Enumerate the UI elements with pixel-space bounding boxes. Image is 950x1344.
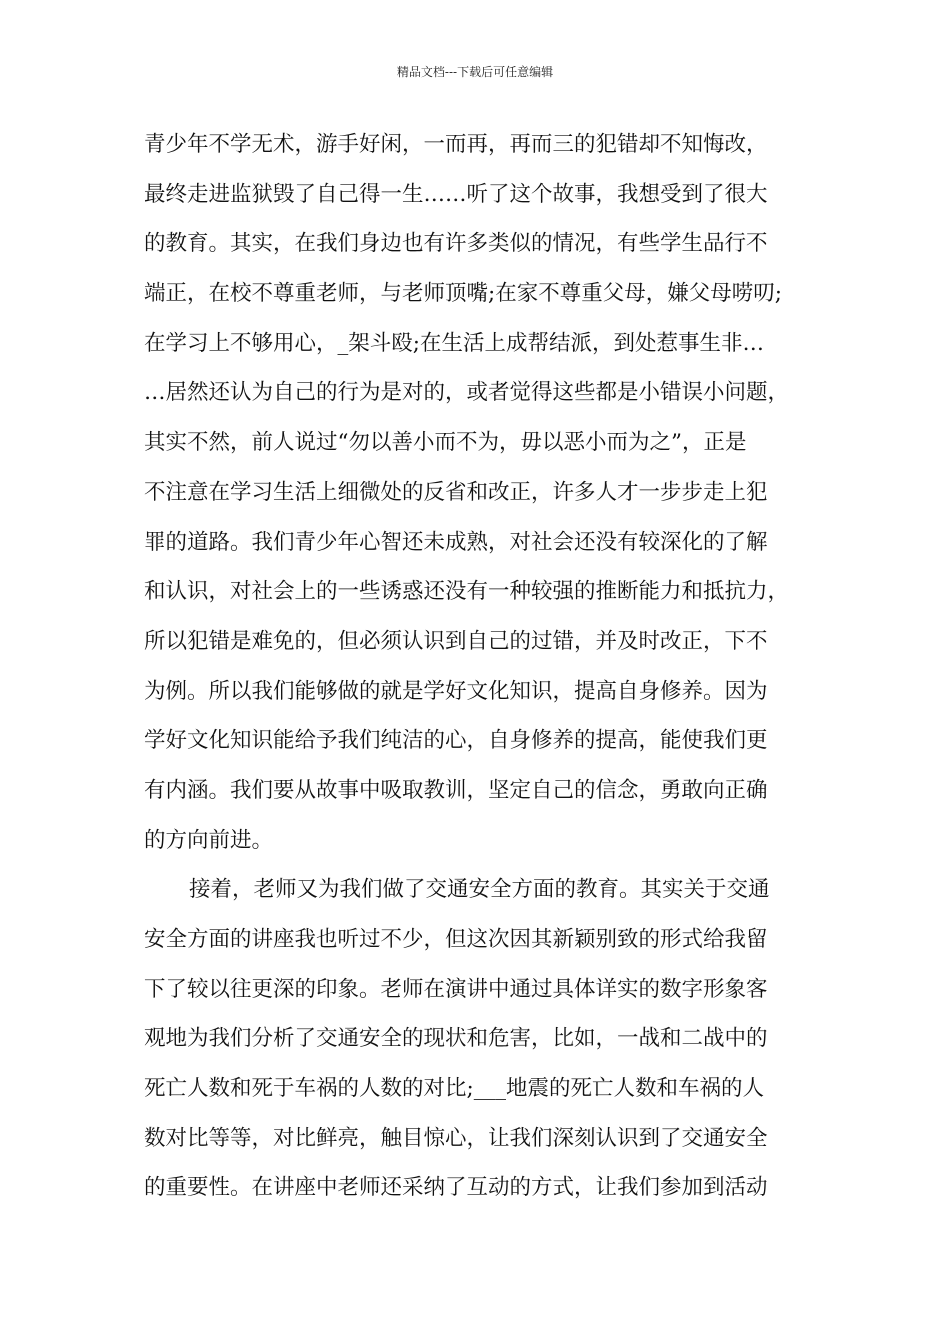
paragraph-2 (144, 875, 824, 1223)
text-line: 和认识，对社会上的一些诱惑还没有一种较强的推断能力和抵抗力， (144, 579, 790, 605)
text-line: 端正，在校不尊重老师，与老师顶嘴;在家不尊重父母，嫌父母唠叨; (144, 281, 782, 307)
paragraph-1 (144, 130, 824, 875)
text-line: 安全方面的讲座我也听过不少，但这次因其新颖别致的形式给我留 (144, 927, 768, 952)
text-line: 下了较以往更深的印象。老师在演讲中通过具体详实的数字形象客 (144, 976, 768, 1002)
text-line: 的教育。其实，在我们身边也有许多类似的情况，有些学生品行不 (144, 231, 768, 257)
text-line: 有内涵。我们要从故事中吸取教训，坚定自己的信念，勇敢向正确 (144, 777, 768, 803)
text-line: 数对比等等，对比鲜亮，触目惊心，让我们深刻认识到了交通安全 (144, 1125, 768, 1151)
page-header: 精品文档---下载后可任意编辑 (396, 65, 554, 79)
text-line: 所以犯错是难免的，但必须认识到自己的过错，并及时改正，下不 (144, 628, 768, 654)
text-line: 的方向前进。 (144, 827, 274, 853)
text-line: 接着，老师又为我们做了交通安全方面的教育。其实关于交通 (189, 877, 770, 903)
text-line: 死亡人数和死于车祸的人数的对比;___地震的死亡人数和车祸的人 (144, 1076, 764, 1102)
text-line: 观地为我们分析了交通安全的现状和危害，比如，一战和二战中的 (144, 1026, 768, 1052)
text-line: 的重要性。在讲座中老师还采纳了互动的方式，让我们参加到活动 (144, 1175, 768, 1201)
text-line: 最终走进监狱毁了自己得一生……听了这个故事，我想受到了很大 (144, 181, 768, 207)
text-line: …居然还认为自己的行为是对的，或者觉得这些都是小错误小问题， (144, 380, 790, 406)
text-line: 在学习上不够用心，_架斗殴;在生活上成帮结派，到处惹事生非… (144, 330, 764, 356)
text-line: 罪的道路。我们青少年心智还未成熟，对社会还没有较深化的了解 (144, 529, 768, 555)
text-line: 为例。所以我们能够做的就是学好文化知识，提高自身修养。因为 (144, 678, 768, 704)
text-line: 不注意在学习生活上细微处的反省和改正，许多人才一步步走上犯 (144, 479, 768, 505)
text-line: 其实不然，前人说过“勿以善小而不为，毋以恶小而为之”，正是 (144, 430, 747, 456)
text-line: 学好文化知识能给予我们纯洁的心，自身修养的提高，能使我们更 (144, 728, 768, 754)
text-line: 青少年不学无术，游手好闲，一而再，再而三的犯错却不知悔改， (144, 132, 768, 157)
document-body (144, 130, 824, 1223)
